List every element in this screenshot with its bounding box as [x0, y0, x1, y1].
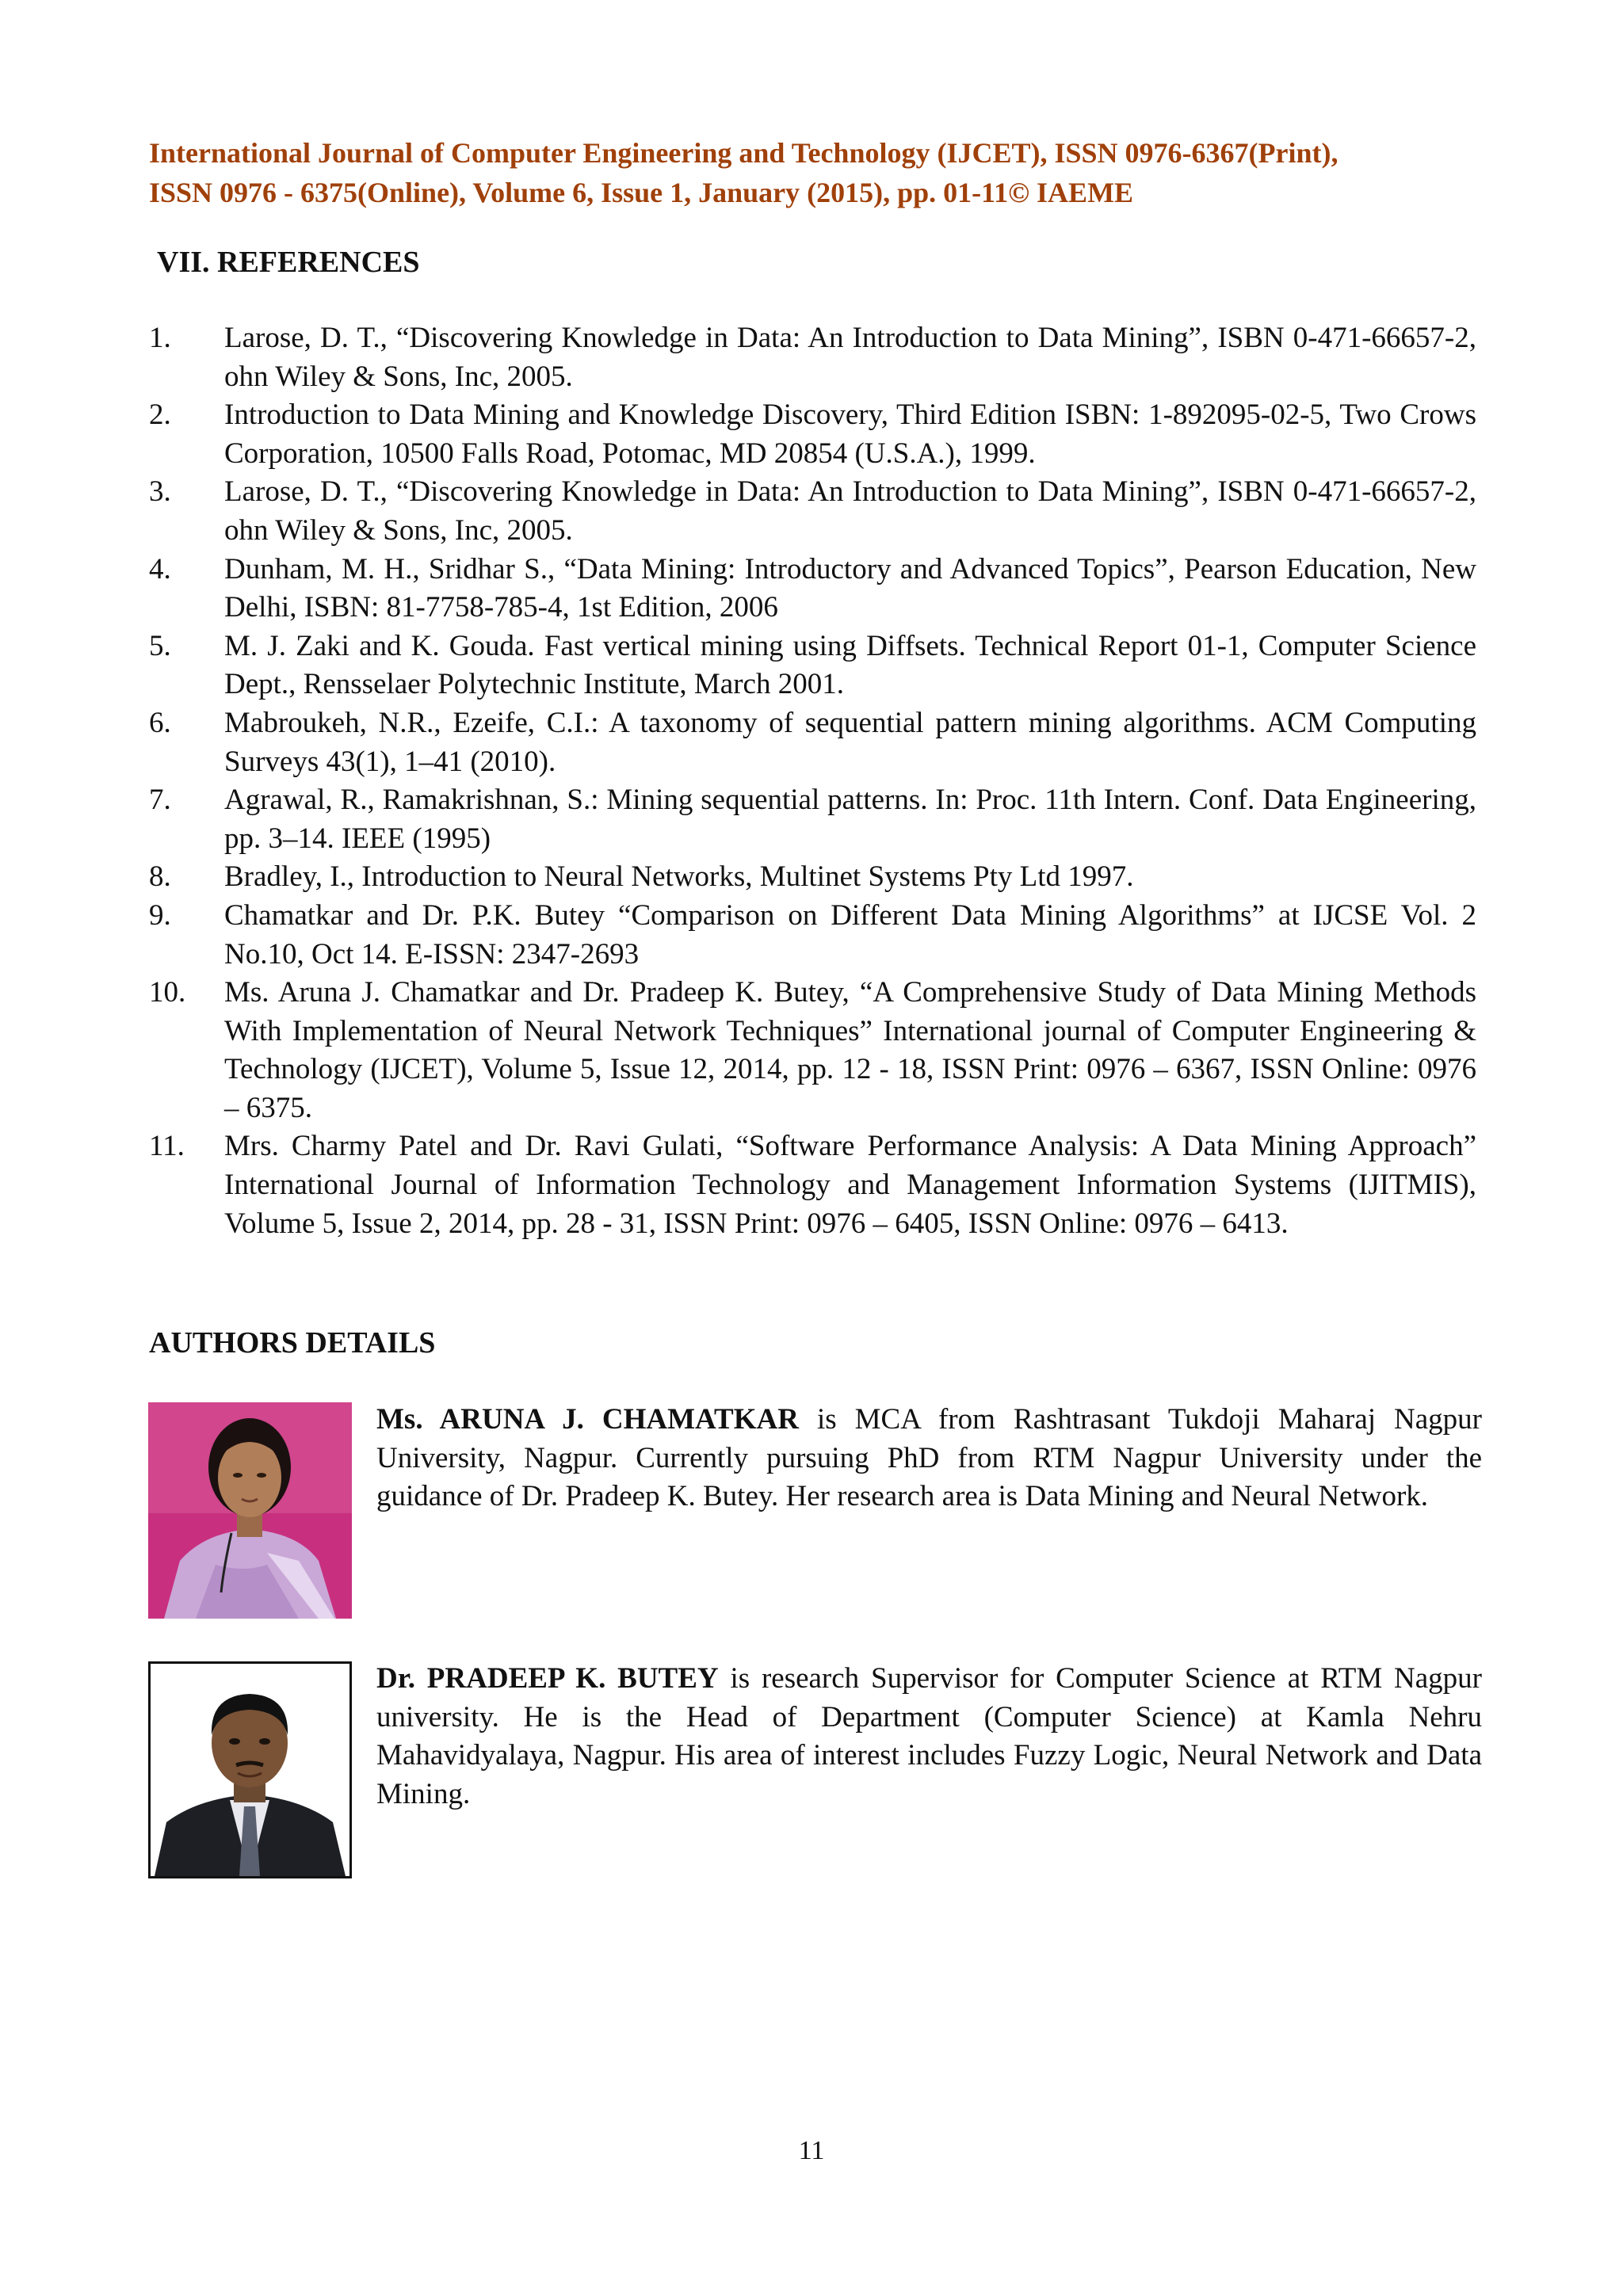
- portrait-woman-image: [148, 1402, 352, 1619]
- reference-item: [149, 473, 1476, 550]
- reference-item: [149, 627, 1476, 704]
- portrait-man-image: [151, 1664, 349, 1876]
- reference-number: 2.: [149, 399, 171, 432]
- reference-text: Larose, D. T., “Discovering Knowledge in Data: An Introduction to Data Mining”, ISBN 0-471-66657-2, ohn Wiley & Sons, Inc, 2005.: [224, 322, 1476, 393]
- author-name: Dr. PRADEEP K. BUTEY: [376, 1662, 719, 1695]
- journal-header-line-1: International Journal of Computer Engineering and Technology (IJCET), ISSN 0976-6367(Print),: [149, 137, 1338, 169]
- author-bio-butey: [376, 1660, 1482, 1814]
- reference-number: 11.: [149, 1130, 185, 1163]
- page-number: 11: [798, 2136, 825, 2165]
- reference-text: Mrs. Charmy Patel and Dr. Ravi Gulati, “Software Performance Analysis: A Data Mining Approach” International Journal of Information Technology and Management Information Systems (IJITMIS), Volume 5, Issue 2, 2014, pp. 28 - 31, ISSN Print: 0976 – 6405, ISSN Online: 0976 – 6413.: [224, 1130, 1476, 1240]
- reference-item: [149, 704, 1476, 781]
- reference-text: Chamatkar and Dr. P.K. Butey “Comparison on Different Data Mining Algorithms” at IJCSE Vol. 2 No.10, Oct 14. E-ISSN: 2347-2693: [224, 898, 1476, 971]
- reference-number: 8.: [149, 860, 171, 894]
- reference-text: Larose, D. T., “Discovering Knowledge in Data: An Introduction to Data Mining”, ISBN 0-471-66657-2, ohn Wiley & Sons, Inc, 2005.: [224, 475, 1476, 547]
- authors-heading: AUTHORS DETAILS: [149, 1326, 436, 1360]
- author-bio-text: is MCA from Rashtrasant Tukdoji Maharaj Nagpur University, Nagpur. Currently pursuing PhD from RTM Nagpur University under the guidance of Dr. Pradeep K. Butey. Her research area is Data Mining and Neural Network.: [376, 1403, 1483, 1513]
- author-bio-chamatkar: [376, 1401, 1482, 1516]
- author-name: Ms. ARUNA J. CHAMATKAR: [376, 1403, 799, 1436]
- reference-item: [149, 551, 1476, 627]
- reference-number: 5.: [149, 629, 171, 662]
- references-list: [149, 319, 1476, 1243]
- reference-number: 3.: [149, 475, 171, 509]
- reference-text: Dunham, M. H., Sridhar S., “Data Mining: Introductory and Advanced Topics”, Pearson Education, New Delhi, ISBN: 81-7758-785-4, 1st Edition, 2006: [224, 552, 1476, 624]
- references-heading: VII. REFERENCES: [157, 246, 420, 279]
- reference-number: 4.: [149, 552, 171, 585]
- reference-number: 1.: [149, 322, 171, 354]
- reference-number: 10.: [149, 976, 186, 1009]
- reference-text: Bradley, I., Introduction to Neural Networks, Multinet Systems Pty Ltd 1997.: [224, 860, 1134, 894]
- author-photo-butey: [148, 1661, 352, 1878]
- reference-text: Introduction to Data Mining and Knowledge Discovery, Third Edition ISBN: 1-892095-02-5, Two Crows Corporation, 10500 Falls Road, Potomac, MD 20854 (U.S.A.), 1999.: [224, 399, 1476, 470]
- journal-header: [149, 133, 1480, 212]
- author-bio-text: is research Supervisor for Computer Science at RTM Nagpur university. He is the Head of Department (Computer Science) at Kamla Nehru Mahavidyalaya, Nagpur. His area of interest includes Fuzzy Logic, Neural Network and Data Mining.: [376, 1662, 1483, 1810]
- reference-number: 7.: [149, 784, 171, 817]
- reference-item: [149, 1127, 1476, 1243]
- reference-item: [149, 897, 1476, 974]
- reference-text: Mabroukeh, N.R., Ezeife, C.I.: A taxonomy of sequential pattern mining algorithms. ACM Computing Surveys 43(1), 1–41 (2010).: [224, 706, 1476, 778]
- reference-item: [149, 319, 1476, 396]
- reference-text: M. J. Zaki and K. Gouda. Fast vertical mining using Diffsets. Technical Report 01-1, Computer Science Dept., Rensselaer Polytechnic Institute, March 2001.: [224, 629, 1476, 701]
- reference-item: [149, 396, 1476, 473]
- reference-number: 6.: [149, 706, 171, 739]
- journal-header-line-2: ISSN 0976 - 6375(Online), Volume 6, Issue 1, January (2015), pp. 01-11© IAEME: [149, 177, 1134, 208]
- author-photo-chamatkar: [148, 1402, 352, 1619]
- reference-item: [149, 974, 1476, 1127]
- reference-text: Agrawal, R., Ramakrishnan, S.: Mining sequential patterns. In: Proc. 11th Intern. Conf. Data Engineering, pp. 3–14. IEEE (1995): [224, 784, 1476, 855]
- reference-number: 9.: [149, 898, 171, 932]
- reference-item: [149, 858, 1476, 897]
- reference-item: [149, 781, 1476, 858]
- reference-text: Ms. Aruna J. Chamatkar and Dr. Pradeep K. Butey, “A Comprehensive Study of Data Mining Methods With Implementation of Neural Network Techniques” International journal of Computer Engineering & Technology (IJCET), Volume 5, Issue 12, 2014, pp. 12 - 18, ISSN Print: 0976 – 6367, ISSN Online: 0976 – 6375.: [224, 976, 1476, 1124]
